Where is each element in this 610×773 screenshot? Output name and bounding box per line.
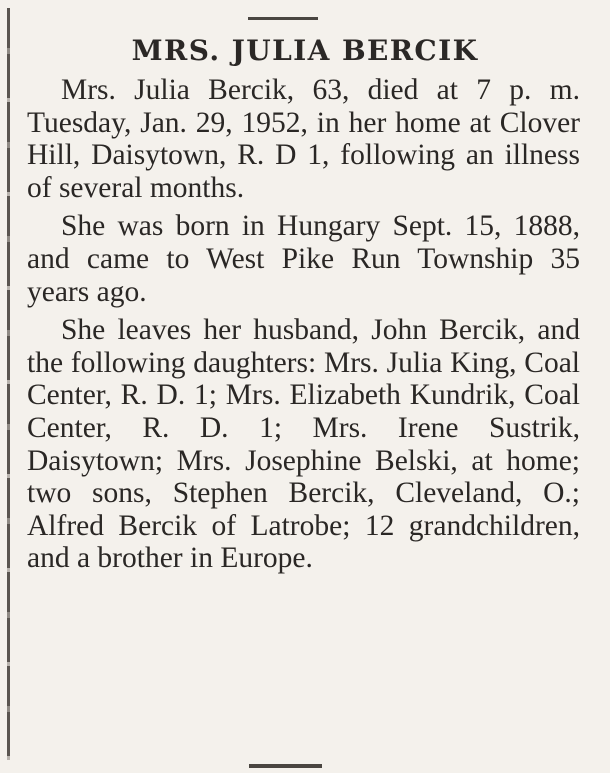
paragraph-survivors: She leaves her husband, John Bercik, and the following daughters: Mrs. Julia King, Coal Center, R. D. 1; Mrs. Elizabeth Kundrik, Coal Center, R. D. 1; Mrs. Irene Sustrik, Daisytown; Mrs. Josephine Belski, at home; two sons, Stephen Bercik, Cleveland, O.; Alfred Bercik of Latrobe; 12 grandchildren, and a brother in Europe. bbox=[27, 314, 580, 575]
obituary-headline: MRS. JULIA BERCIK bbox=[131, 34, 479, 67]
paragraph-death-notice: Mrs. Julia Bercik, 63, died at 7 p. m. Tuesday, Jan. 29, 1952, in her home at Clover Hill, Daisytown, R. D 1, following an illness of several months. bbox=[27, 74, 580, 204]
top-divider-rule bbox=[248, 17, 318, 20]
paragraph-birth-history: She was born in Hungary Sept. 15, 1888, and came to West Pike Run Township 35 years ago. bbox=[27, 210, 580, 308]
obituary-body bbox=[27, 74, 580, 581]
column-rule-left bbox=[7, 8, 10, 760]
bottom-divider-rule bbox=[249, 764, 322, 768]
